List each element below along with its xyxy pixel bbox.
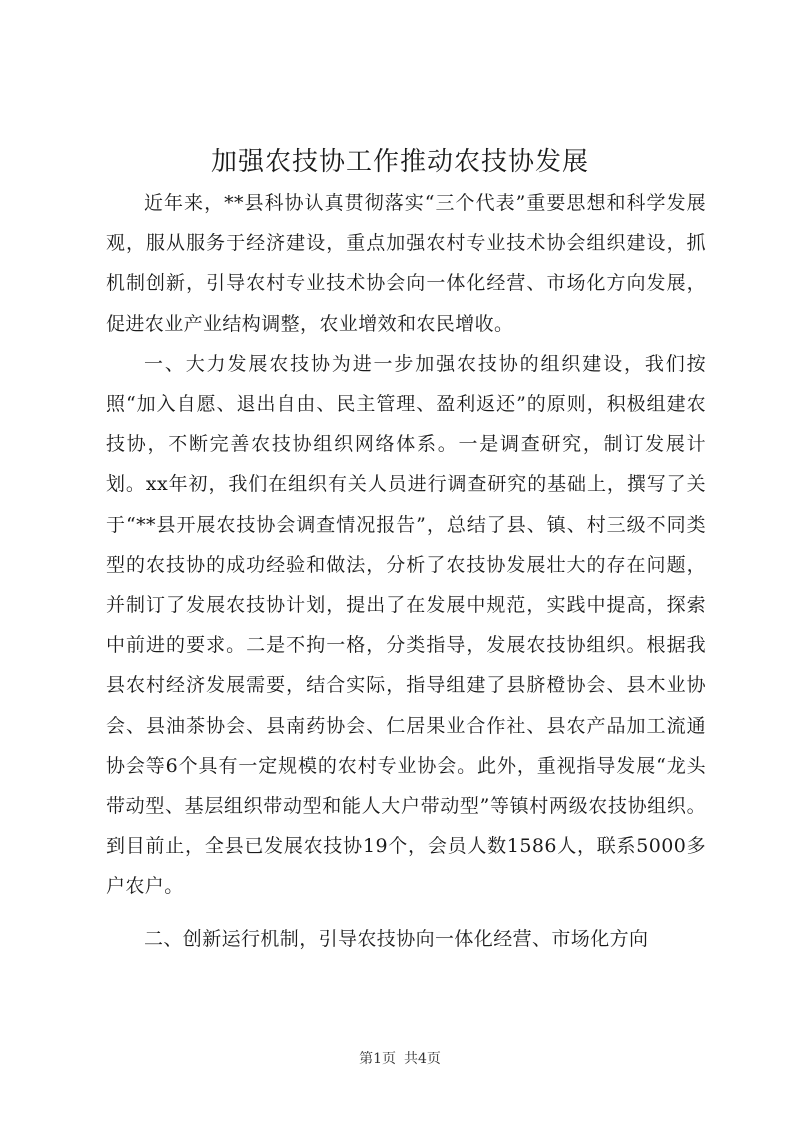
page-footer [0, 1049, 800, 1069]
paragraph-section-two: 二、创新运行机制，引导农技协向一体化经营、市场化方向 [144, 927, 649, 950]
document-title: 加强农技协工作推动农技协发展 [210, 147, 589, 177]
paragraph-intro: 近年来，**县科协认真贯彻落实“三个代表”重要思想和科学发展观，服从服务于经济建设，重点加强农村专业技术协会组织建设，抓机制创新，引导农村专业技术协会向一体化经营、市场化方向发展，促进农业产业结构调整，农业增效和农民增收。 [106, 192, 706, 335]
page-number: 第1页 [359, 1051, 396, 1067]
page-total: 共4页 [404, 1051, 441, 1067]
paragraph-section-one: 一、大力发展农技协为进一步加强农技协的组织建设，我们按照“加入自愿、退出自由、民主管理、盈利返还”的原则，积极组建农技协，不断完善农技协组织网络体系。一是调查研究，制订发展计划。xx年初，我们在组织有关人员进行调查研究的基础上，撰写了关于“**县开展农技协会调查情况报告”，总结了县、镇、村三级不同类型的农技协的成功经验和做法，分析了农技协发展壮大的存在问题，并制订了发展农技协计划，提出了在发展中规范，实践中提高，探索中前进的要求。二是不拘一格，分类指导，发展农技协组织。根据我县农村经济发展需要，结合实际，指导组建了县脐橙协会、县木业协会、县油茶协会、县南药协会、仁居果业合作社、县农产品加工流通协会等6个具有一定规模的农村专业协会。此外，重视指导发展“龙头带动型、基层组织带动型和能人大户带动型”等镇村两级农技协组织。到目前止，全县已发展农技协19个，会员人数1586人，联系5000多户农户。 [106, 352, 706, 898]
document-body [106, 183, 706, 959]
